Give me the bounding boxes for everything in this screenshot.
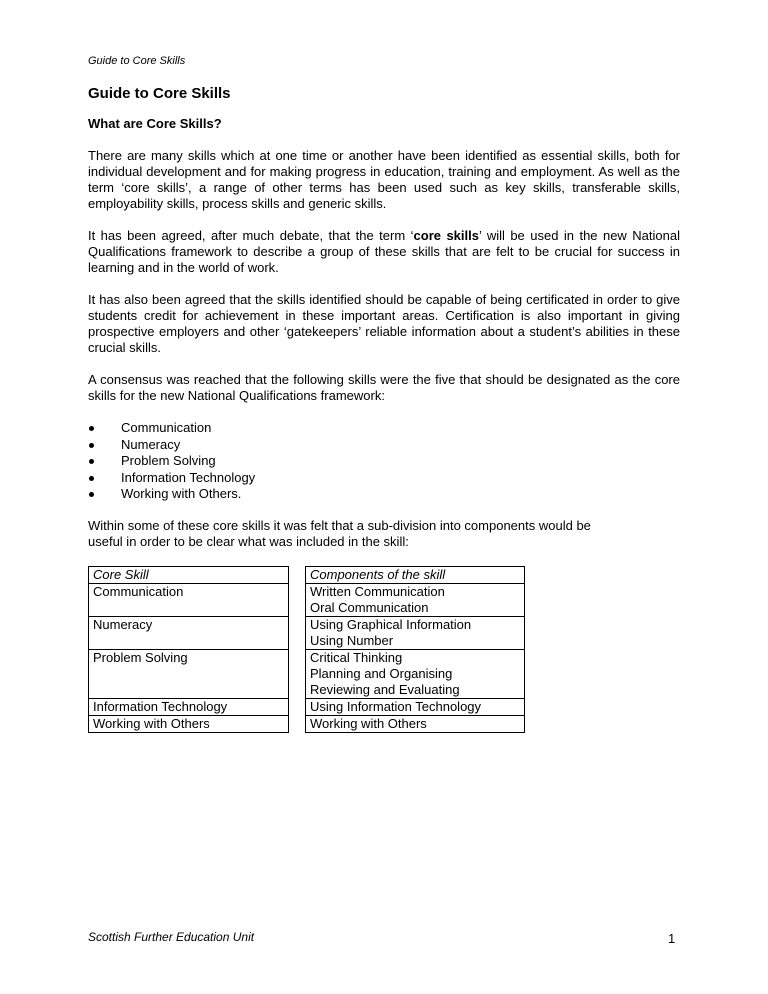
table-header-row xyxy=(89,566,525,583)
table-cell-skill: Information Technology xyxy=(89,698,289,715)
bullet-icon xyxy=(89,459,94,464)
paragraph-skills-intro: There are many skills which at one time or another have been identified as essential skills, both for individual development and for making progress in education, training and employment. As well as the term ‘core skills’, a range of other terms has been used such as key skills, transferable skills, employability skills, process skills and generic skills. xyxy=(88,148,680,211)
table-cell-components xyxy=(306,583,525,616)
table-gap xyxy=(289,698,306,715)
table-header-core-skill: Core Skill xyxy=(89,566,289,583)
paragraph-consensus: A consensus was reached that the following skills were the five that should be designated as the core skills for the new National Qualifications framework: xyxy=(88,372,680,403)
table-gap xyxy=(289,566,306,583)
table-cell-components xyxy=(306,698,525,715)
table-cell-components xyxy=(306,616,525,649)
bold-term-core-skills: core skills xyxy=(413,228,479,243)
core-skills-list xyxy=(88,420,680,503)
list-item-label: Working with Others. xyxy=(121,486,242,501)
component-item: Reviewing and Evaluating xyxy=(310,681,460,697)
table-cell-skill: Communication xyxy=(89,583,289,616)
component-item: Using Information Technology xyxy=(310,698,482,714)
table-gap xyxy=(289,715,306,732)
document-title: Guide to Core Skills xyxy=(88,85,231,102)
table-row xyxy=(89,698,525,715)
table-row xyxy=(89,583,525,616)
table-gap xyxy=(289,583,306,616)
table-cell-components xyxy=(306,715,525,732)
component-item: Written Communication xyxy=(310,583,445,599)
section-heading: What are Core Skills? xyxy=(88,116,222,131)
table-cell-components xyxy=(306,649,525,698)
table-cell-skill: Problem Solving xyxy=(89,649,289,698)
component-item: Working with Others xyxy=(310,715,427,731)
page-number: 1 xyxy=(668,931,676,946)
list-item xyxy=(88,420,680,437)
component-item: Using Number xyxy=(310,632,394,648)
list-item-label: Information Technology xyxy=(121,469,256,485)
table-row xyxy=(89,715,525,732)
list-item xyxy=(88,437,680,454)
bullet-icon xyxy=(89,492,94,497)
list-item-label: Communication xyxy=(121,420,212,435)
document-body xyxy=(88,84,680,733)
bullet-icon xyxy=(89,476,94,481)
running-footer: Scottish Further Education Unit xyxy=(88,930,255,944)
table-cell-skill: Numeracy xyxy=(89,616,289,649)
table-gap xyxy=(289,649,306,698)
table-row xyxy=(89,649,525,698)
component-item: Planning and Organising xyxy=(310,665,453,681)
core-skills-table xyxy=(88,566,525,733)
table-header-components: Components of the skill xyxy=(306,566,525,583)
table-cell-skill: Working with Others xyxy=(89,715,289,732)
paragraph-text-after: ’ will be used in the new National Qualifications framework to describe a group of these skills that are felt to be crucial for success in learning and in the world of work. xyxy=(88,228,680,275)
component-item: Using Graphical Information xyxy=(310,616,472,632)
list-item-label: Problem Solving xyxy=(121,453,216,468)
component-item: Oral Communication xyxy=(310,599,429,615)
bullet-icon xyxy=(89,426,94,431)
paragraph-core-skills-term xyxy=(88,228,680,276)
list-item xyxy=(88,453,680,470)
table-row xyxy=(89,616,525,649)
list-item xyxy=(88,486,680,503)
table-gap xyxy=(289,616,306,649)
bullet-icon xyxy=(89,443,94,448)
paragraph-text-before: It has been agreed, after much debate, that the term ‘ xyxy=(88,228,414,243)
list-item-label: Numeracy xyxy=(121,436,181,452)
paragraph-certification: It has also been agreed that the skills identified should be capable of being certificated in order to give students credit for achievement in these important areas. Certification is also important in giving prospective employers and other ‘gatekeepers’ reliable information about a student’s abilities in these crucial skills. xyxy=(88,292,680,355)
list-item xyxy=(88,470,680,487)
component-item: Critical Thinking xyxy=(310,649,403,665)
running-header: Guide to Core Skills xyxy=(88,55,186,67)
paragraph-components: Within some of these core skills it was felt that a sub-division into components would be useful in order to be clear what was included in the skill: xyxy=(88,517,591,549)
